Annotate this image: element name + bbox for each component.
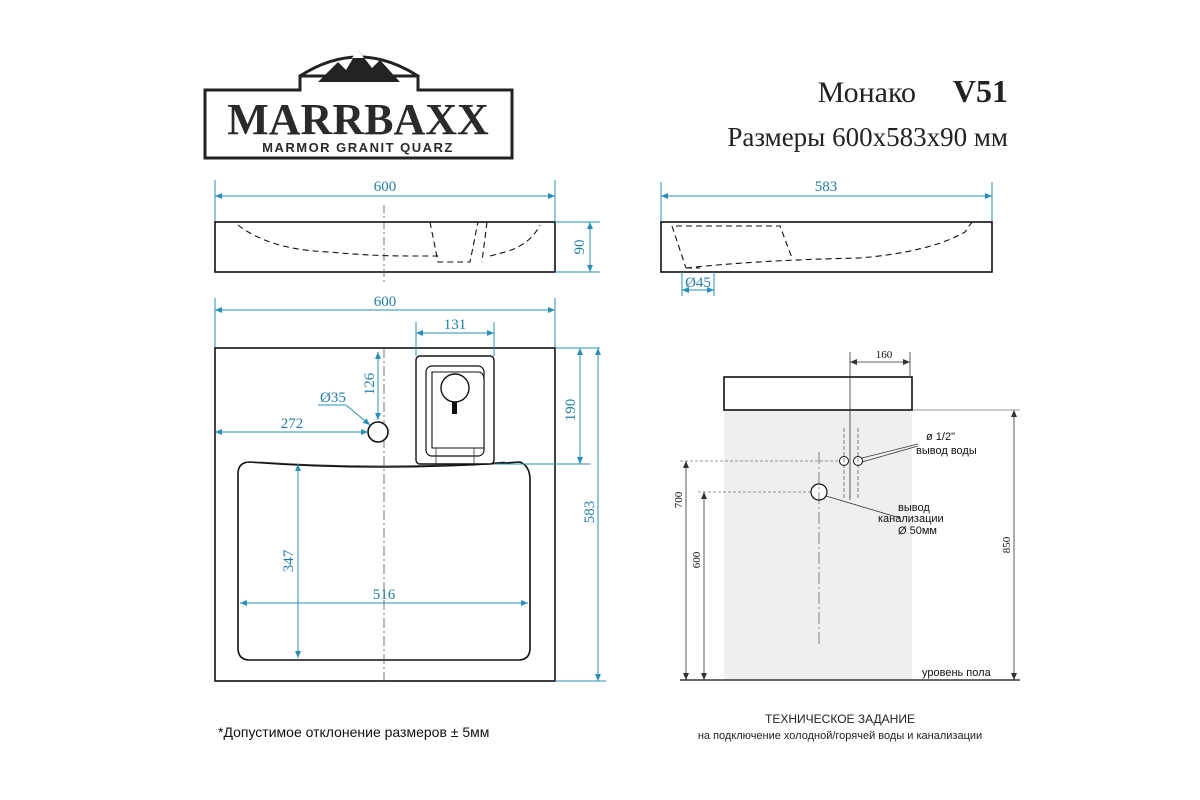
size-line: Размеры 600x583x90 мм [727, 122, 1008, 152]
model-name: Монако [817, 76, 916, 109]
water-outlet-size: ø 1/2" [926, 431, 955, 443]
spec-subtitle: на подключение холодной/горячей воды и канализации [697, 730, 983, 742]
wall-shade [724, 410, 912, 680]
sink-profile [724, 377, 912, 410]
bowl-width-label: 516 [372, 587, 396, 603]
side-depth-label: 583 [814, 179, 838, 195]
front-view [215, 179, 600, 282]
water-outlet-label: вывод воды [916, 445, 977, 457]
side-view [661, 179, 992, 296]
height-600-label: 600 [691, 551, 703, 569]
height-850-label: 850 [1001, 536, 1013, 554]
logo-brand: MARRBAXX [227, 95, 489, 144]
offset-160-label: 160 [875, 349, 893, 361]
title-block [727, 73, 1008, 152]
faucet-hole-diameter-label: Ø35 [320, 390, 346, 406]
tolerance-note: *Допустимое отклонение размеров ± 5мм [218, 724, 490, 740]
logo-tagline: MARMOR GRANIT QUARZ [262, 140, 454, 155]
faucet-hole-offset-x-label: 272 [280, 416, 304, 432]
floor-label: уровень пола [922, 667, 991, 679]
top-view [215, 294, 606, 681]
total-depth-label: 583 [582, 500, 598, 524]
front-width-label: 600 [373, 179, 397, 195]
front-height-label: 90 [572, 239, 588, 255]
block-depth-label: 190 [563, 398, 579, 422]
faucet-hole [368, 422, 388, 442]
installation-view [673, 349, 1020, 680]
spec-title: ТЕХНИЧЕСКОЕ ЗАДАНИЕ [765, 712, 915, 726]
top-width-label: 600 [373, 294, 397, 310]
brand-logo [205, 50, 512, 158]
sewer-size: Ø 50мм [898, 525, 937, 537]
faucet-block-width-label: 131 [443, 317, 467, 333]
bowl-depth-label: 347 [281, 549, 297, 573]
sewer-label-1: вывод [898, 502, 930, 514]
faucet-hole-offset-y-label: 126 [362, 372, 378, 396]
height-700-label: 700 [673, 491, 685, 509]
side-drain-label: Ø45 [685, 275, 711, 291]
model-code: V51 [952, 73, 1008, 109]
sewer-label-2: канализации [878, 513, 944, 525]
